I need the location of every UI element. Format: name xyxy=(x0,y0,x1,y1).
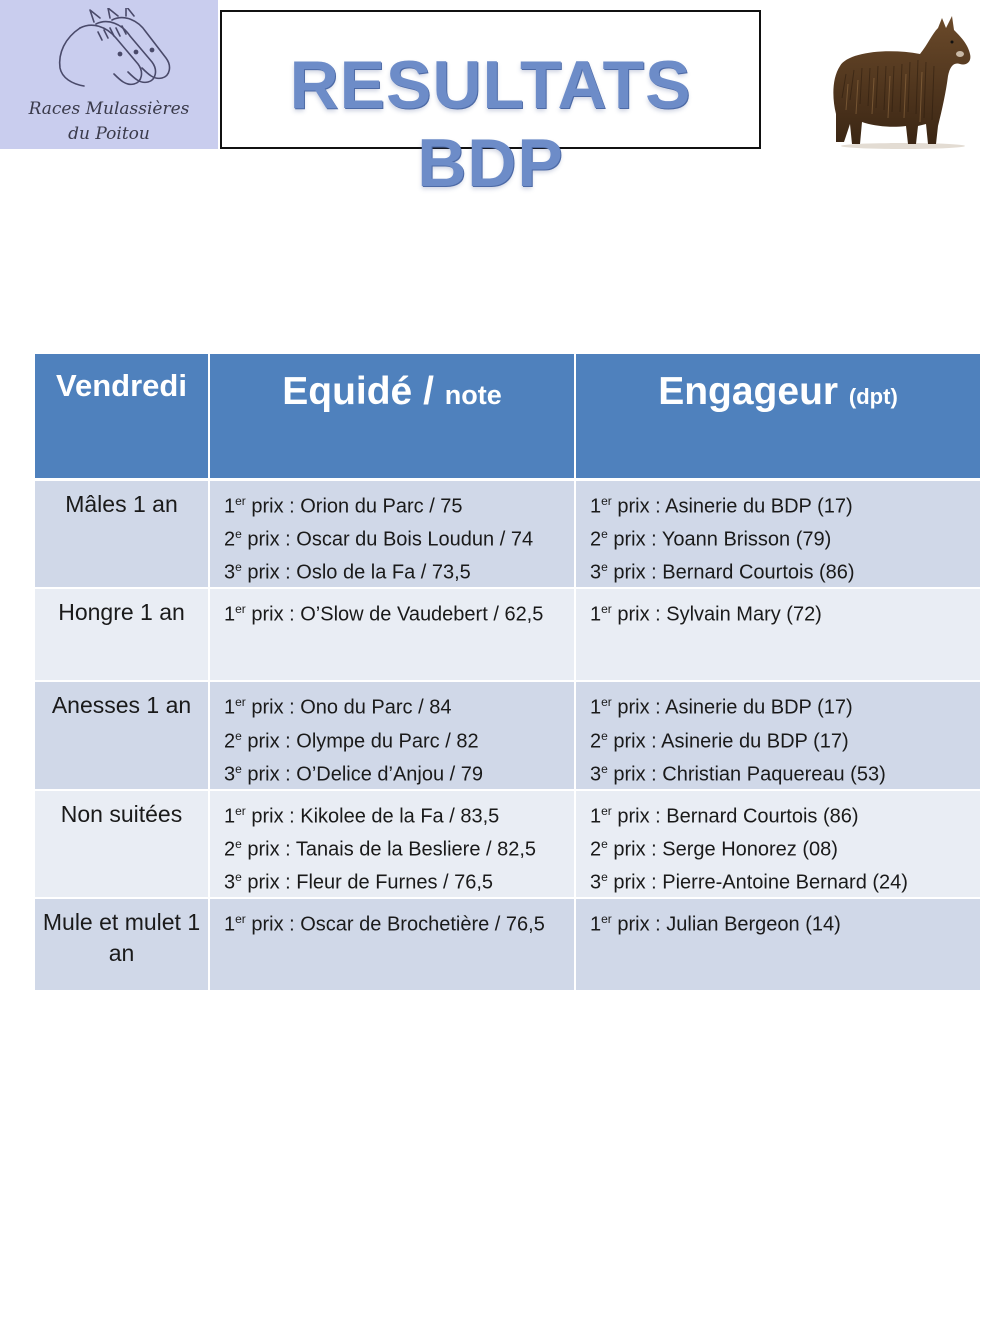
entry-text: prix : Orion du Parc / 75 xyxy=(245,495,463,518)
entry-text: prix : Pierre-Antoine Bernard (24) xyxy=(607,871,908,894)
rank-suffix: e xyxy=(601,560,608,575)
rank-suffix: er xyxy=(601,803,612,818)
header-equide-label: Equidé / xyxy=(282,370,434,413)
rank-number: 1 xyxy=(224,604,236,627)
rank-suffix: e xyxy=(235,728,242,743)
rank-number: 3 xyxy=(590,763,602,786)
rank-suffix: er xyxy=(235,803,246,818)
engageur-cell xyxy=(575,480,980,589)
rank-number: 1 xyxy=(224,914,236,937)
entry-text: prix : Oscar du Bois Loudun / 74 xyxy=(241,528,534,551)
engageur-cell xyxy=(575,898,980,990)
page-title: RESULTATS BDP xyxy=(289,47,692,201)
entry-text: prix : O’Delice d’Anjou / 79 xyxy=(241,763,484,786)
engageur-entry xyxy=(590,756,980,789)
rank-number: 1 xyxy=(590,495,602,518)
entry-text: prix : O’Slow de Vaudebert / 62,5 xyxy=(245,604,544,627)
rank-number: 1 xyxy=(224,805,236,828)
entry-text: prix : Fleur de Furnes / 76,5 xyxy=(241,871,494,894)
rank-suffix: er xyxy=(235,912,246,927)
results-table xyxy=(35,354,980,990)
rank-suffix: e xyxy=(235,837,242,852)
rank-number: 1 xyxy=(590,914,602,937)
rank-number: 3 xyxy=(590,871,602,894)
rank-number: 2 xyxy=(224,730,236,753)
rank-suffix: e xyxy=(235,527,242,542)
entry-text: prix : Bernard Courtois (86) xyxy=(607,561,855,584)
engageur-entry xyxy=(590,831,980,864)
category-cell xyxy=(35,480,209,589)
table-header-row xyxy=(35,354,980,480)
category-label: Mule et mulet 1 an xyxy=(42,909,201,967)
equide-entry xyxy=(224,554,574,587)
equide-entry xyxy=(224,756,574,789)
logo xyxy=(0,0,218,149)
engageur-entry xyxy=(590,488,980,521)
header-day-label: Vendredi xyxy=(56,368,187,403)
header-equide-note: note xyxy=(444,380,502,410)
logo-text-line2: du Poitou xyxy=(68,124,150,144)
table-row xyxy=(35,480,980,589)
category-cell xyxy=(35,681,209,789)
logo-text-line1: Races Mulassières xyxy=(28,99,190,119)
engageur-cell xyxy=(575,681,980,789)
entry-text: prix : Asinerie du BDP (17) xyxy=(611,697,853,720)
entry-text: prix : Ono du Parc / 84 xyxy=(245,697,452,720)
engageur-entry xyxy=(590,906,980,939)
rank-number: 2 xyxy=(590,528,602,551)
category-cell xyxy=(35,898,209,990)
category-label: Anesses 1 an xyxy=(51,692,192,719)
entry-text: prix : Serge Honorez (08) xyxy=(607,838,838,861)
engageur-entry xyxy=(590,689,980,722)
rank-suffix: e xyxy=(601,728,608,743)
entry-text: prix : Oscar de Brochetière / 76,5 xyxy=(245,914,545,937)
rank-suffix: er xyxy=(601,602,612,617)
entry-text: prix : Sylvain Mary (72) xyxy=(611,604,822,627)
rank-number: 2 xyxy=(590,730,602,753)
header-engageur xyxy=(575,354,980,480)
header-engageur-label: Engageur xyxy=(658,370,839,413)
equide-cell xyxy=(209,790,575,898)
category-label: Non suitées xyxy=(60,800,183,827)
entry-text: prix : Olympe du Parc / 82 xyxy=(241,730,479,753)
equide-entry xyxy=(224,596,574,629)
category-cell xyxy=(35,790,209,898)
equide-entry xyxy=(224,521,574,554)
engageur-entry xyxy=(590,521,980,554)
equide-entry xyxy=(224,723,574,756)
header-equide xyxy=(209,354,575,480)
entry-text: prix : Tanais de la Besliere / 82,5 xyxy=(241,838,537,861)
rank-number: 3 xyxy=(224,561,236,584)
engageur-entry xyxy=(590,798,980,831)
equide-entry xyxy=(224,798,574,831)
engageur-entry xyxy=(590,554,980,587)
rank-number: 2 xyxy=(590,838,602,861)
engageur-entry xyxy=(590,596,980,629)
equide-entry xyxy=(224,831,574,864)
donkey-photo-icon xyxy=(828,14,978,150)
rank-suffix: er xyxy=(601,494,612,508)
rank-suffix: e xyxy=(601,870,608,885)
header-engageur-dpt: (dpt) xyxy=(848,384,898,409)
category-cell xyxy=(35,588,209,681)
rank-number: 3 xyxy=(224,763,236,786)
entry-text: prix : Asinerie du BDP (17) xyxy=(611,495,853,518)
rank-suffix: e xyxy=(235,761,242,776)
equide-entry xyxy=(224,488,574,521)
equide-entry xyxy=(224,689,574,722)
rank-number: 1 xyxy=(590,604,602,627)
engageur-cell xyxy=(575,588,980,681)
rank-suffix: er xyxy=(235,602,246,617)
table-row xyxy=(35,898,980,990)
header-day xyxy=(35,354,209,480)
engageur-entry xyxy=(590,864,980,897)
entry-text: prix : Bernard Courtois (86) xyxy=(611,805,859,828)
rank-suffix: e xyxy=(601,761,608,776)
rank-suffix: er xyxy=(235,494,246,508)
rank-number: 2 xyxy=(224,528,236,551)
table-row xyxy=(35,790,980,898)
rank-number: 3 xyxy=(590,561,602,584)
rank-number: 2 xyxy=(224,838,236,861)
horse-heads-logo-icon xyxy=(40,8,180,98)
entry-text: prix : Julian Bergeon (14) xyxy=(611,914,841,937)
category-label: Mâles 1 an xyxy=(65,491,178,517)
equide-cell xyxy=(209,588,575,681)
entry-text: prix : Christian Paquereau (53) xyxy=(607,763,886,786)
entry-text: prix : Kikolee de la Fa / 83,5 xyxy=(245,805,500,828)
rank-number: 1 xyxy=(590,697,602,720)
rank-number: 1 xyxy=(224,697,236,720)
equide-entry xyxy=(224,864,574,897)
engageur-cell xyxy=(575,790,980,898)
engageur-entry xyxy=(590,723,980,756)
table-row xyxy=(35,588,980,681)
rank-number: 3 xyxy=(224,871,236,894)
rank-number: 1 xyxy=(590,805,602,828)
equide-cell xyxy=(209,681,575,789)
entry-text: prix : Yoann Brisson (79) xyxy=(607,528,832,551)
equide-entry xyxy=(224,906,574,939)
entry-text: prix : Oslo de la Fa / 73,5 xyxy=(241,561,471,584)
equide-cell xyxy=(209,898,575,990)
category-label: Hongre 1 an xyxy=(58,599,185,626)
rank-suffix: er xyxy=(601,912,612,927)
rank-suffix: e xyxy=(601,527,608,542)
rank-suffix: er xyxy=(235,695,246,710)
rank-suffix: e xyxy=(601,837,608,852)
title-box xyxy=(220,10,761,201)
rank-suffix: e xyxy=(235,870,242,885)
equide-cell xyxy=(209,480,575,589)
rank-suffix: er xyxy=(601,695,612,710)
rank-number: 1 xyxy=(224,495,236,518)
table-row xyxy=(35,681,980,789)
rank-suffix: e xyxy=(235,560,242,575)
entry-text: prix : Asinerie du BDP (17) xyxy=(607,730,849,753)
